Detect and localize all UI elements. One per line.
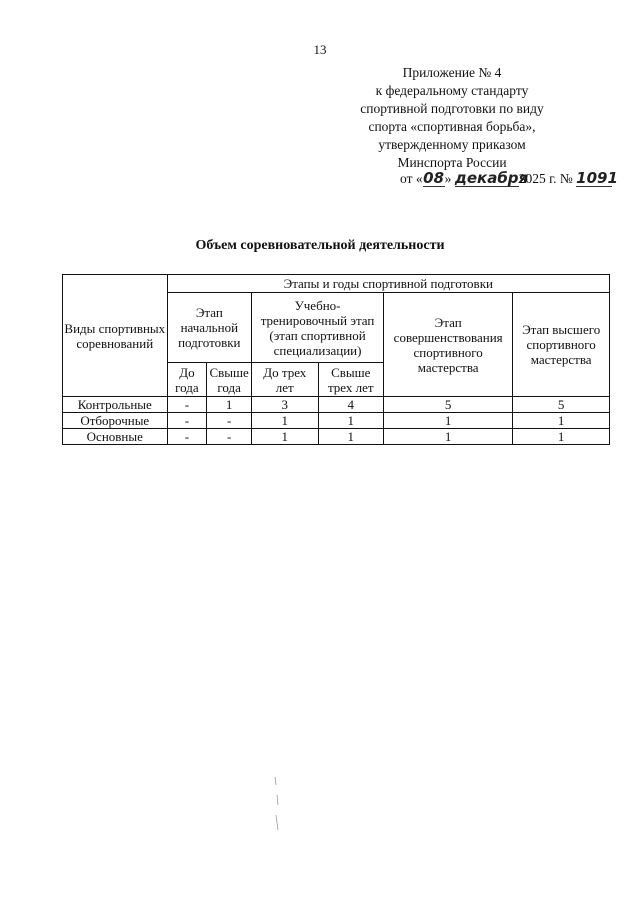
row-name: Контрольные (63, 397, 168, 413)
table-row (63, 413, 610, 429)
sub-header: Свыше трех лет (318, 363, 384, 397)
cell: - (167, 413, 207, 429)
date-mid: » (444, 171, 452, 186)
cell: 1 (318, 429, 384, 445)
stage-improvement-header: Этап совершенствования спортивного мастерства (384, 293, 513, 397)
table-row (63, 429, 610, 445)
row-name: Основные (63, 429, 168, 445)
appendix-line: спортивной подготовки по виду (360, 101, 544, 116)
date-prefix: от « (400, 171, 423, 186)
competition-volume-table (62, 274, 610, 445)
appendix-line: утвержденному приказом (378, 137, 526, 152)
cell: 1 (384, 413, 513, 429)
cell: 5 (513, 397, 610, 413)
scan-mark (272, 775, 282, 835)
cell: 1 (384, 429, 513, 445)
table-row (63, 397, 610, 413)
handwritten-month: декабря (454, 169, 529, 187)
appendix-line: Приложение № 4 (402, 65, 502, 80)
cell: 1 (252, 413, 318, 429)
cell: 4 (318, 397, 384, 413)
appendix-line: Минспорта России (397, 155, 507, 170)
handwritten-day: 08 (423, 169, 445, 187)
appendix-line: к федеральному стандарту (375, 83, 529, 98)
appendix-block (322, 64, 582, 172)
year-number-label: 2025 г. № (518, 171, 573, 186)
stage-highest-header: Этап высшего спортивного мастерства (513, 293, 610, 397)
cell: 1 (513, 413, 610, 429)
sub-header: До трех лет (252, 363, 318, 397)
sub-header: До года (167, 363, 207, 397)
cell: - (167, 429, 207, 445)
order-date-line (400, 169, 618, 187)
row-header: Виды спортивных соревнований (63, 275, 168, 397)
cell: 5 (384, 397, 513, 413)
page-number: 13 (313, 42, 327, 57)
cell: - (167, 397, 207, 413)
cell: - (207, 413, 252, 429)
cell: 1 (252, 429, 318, 445)
group-header: Этапы и годы спортивной подготовки (167, 275, 609, 293)
stage-initial-header: Этап начальной подготовки (167, 293, 251, 363)
cell: 3 (252, 397, 318, 413)
cell: - (207, 429, 252, 445)
sub-header: Свыше года (207, 363, 252, 397)
section-title: Объем соревновательной деятельности (195, 238, 445, 253)
stage-training-header: Учебно-тренировочный этап (этап спортивной специализации) (252, 293, 384, 363)
appendix-line: спорта «спортивная борьба», (368, 119, 536, 134)
cell: 1 (513, 429, 610, 445)
handwritten-order-number: 1091 (576, 169, 618, 187)
row-name: Отборочные (63, 413, 168, 429)
cell: 1 (318, 413, 384, 429)
cell: 1 (207, 397, 252, 413)
